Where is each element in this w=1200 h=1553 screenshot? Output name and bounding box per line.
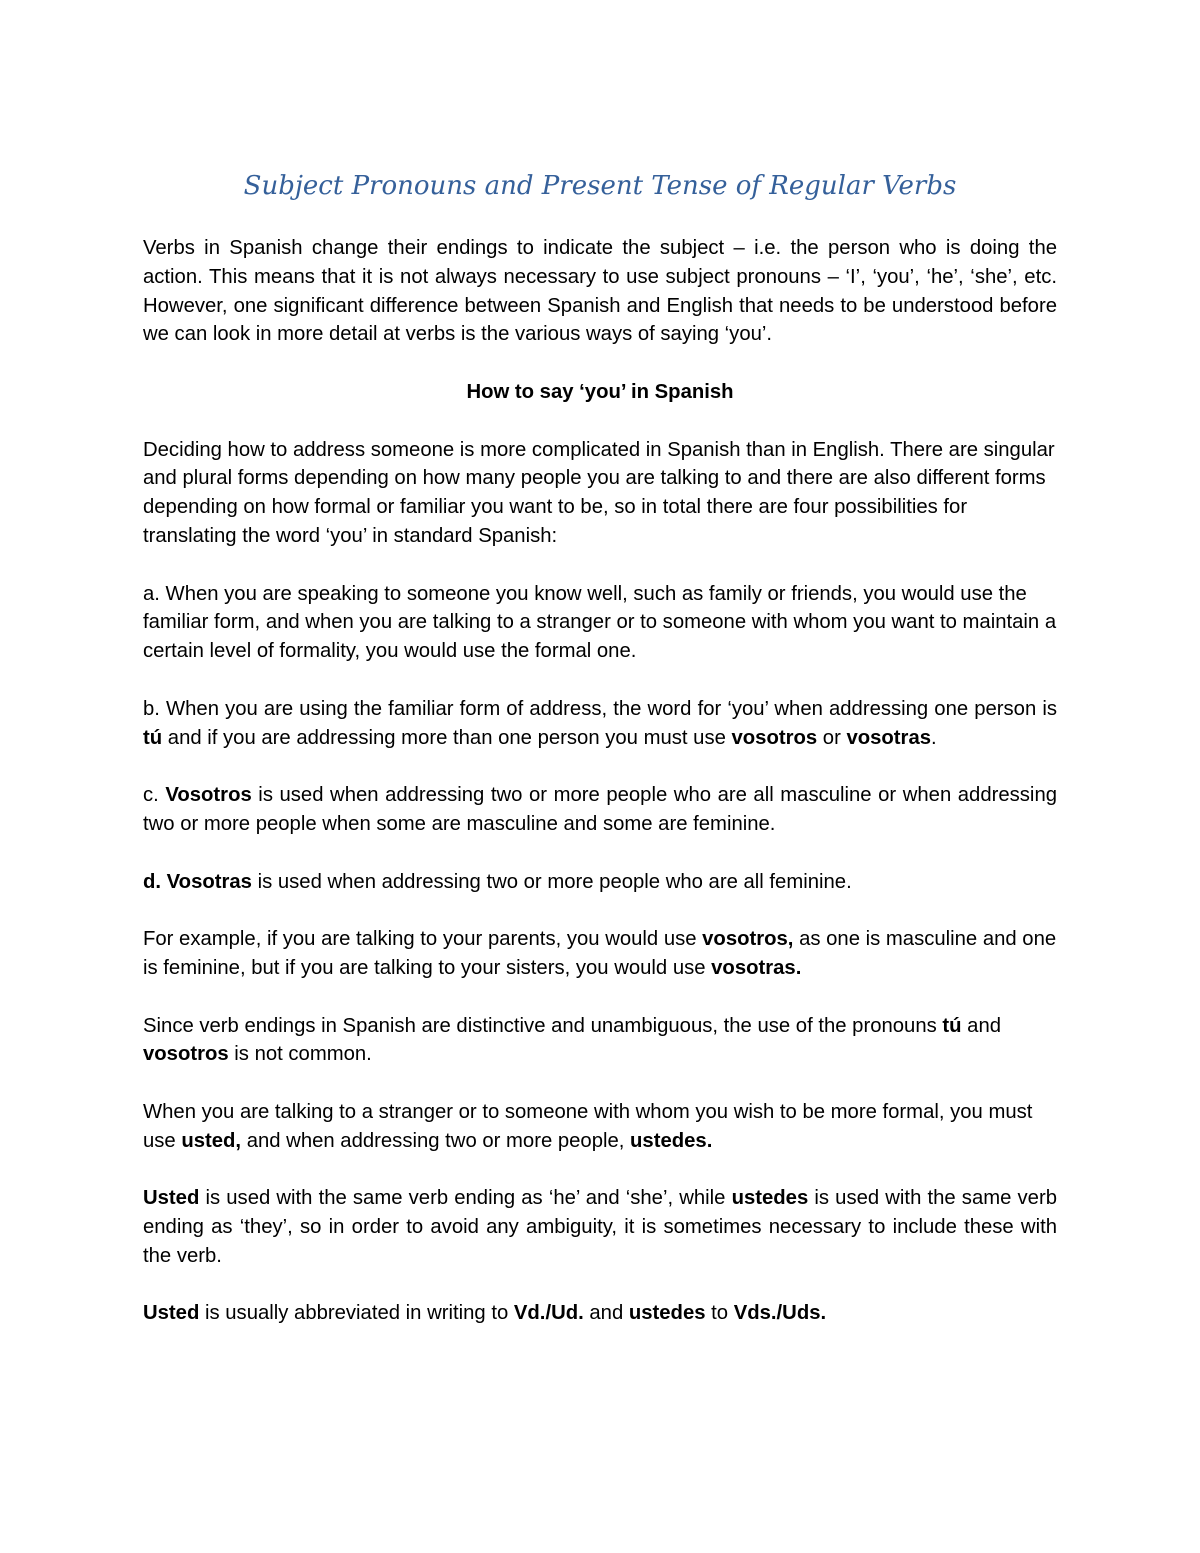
term-vosotros-c: Vosotros (165, 784, 252, 807)
abbrev-text-2: and (583, 1302, 629, 1325)
example-text-2: as one is masculine and one is feminine, but if you are talking to your sisters, you would use (143, 928, 1057, 979)
point-a-paragraph: a. When you are speaking to someone you know well, such as family or friends, you would use the familiar form, and when you are talking to a stranger or to someone with whom you want to maintain a certain level of formality, you would use the formal one. (143, 582, 1057, 663)
stranger-term-usted: usted, (181, 1129, 242, 1152)
since-text-1: Since verb endings in Spanish are distinctive and unambiguous, the use of the pronouns (143, 1014, 943, 1037)
abbrev-term-vd: Vd./Ud. (513, 1302, 584, 1325)
usted-same-text-1: is used with the same verb ending as ‘he’ and ‘she’, while (199, 1187, 732, 1210)
example-term-vosotras: vosotras. (711, 956, 802, 979)
term-vosotras: vosotras (846, 726, 932, 749)
deciding-paragraph: Deciding how to address someone is more complicated in Spanish than in English. There are singular and plural forms depending on how many people you are talking to and there are also different forms depending on how formal or familiar you want to be, so in total there are four possibilities for translating the word ‘you’ in standard Spanish: (143, 438, 1055, 547)
point-d-paragraph (143, 868, 1057, 897)
usted-same-term-usted: Usted (143, 1187, 200, 1210)
abbrev-term-vds: Vds./Uds. (733, 1302, 827, 1325)
term-vosotros: vosotros (731, 726, 818, 749)
abbrev-term-ustedes: ustedes (628, 1302, 706, 1325)
example-term-vosotros: vosotros, (702, 928, 794, 951)
intro-paragraph: Verbs in Spanish change their endings to indicate the subject – i.e. the person who is doing the action. This means that it is not always necessary to use subject pronouns – ‘I’, ‘you’, ‘he’, ‘she’, etc. However, one significant difference between Spanish and English that needs to be understood before we can look in more detail at verbs is the various ways of saying ‘you’. (143, 237, 1057, 346)
stranger-paragraph (143, 1098, 1057, 1156)
point-b-text-2: and if you are addressing more than one person you must use (162, 726, 732, 749)
usted-same-term-ustedes: ustedes (731, 1187, 809, 1210)
usted-same-paragraph (143, 1184, 1057, 1270)
abbrev-term-usted: Usted (143, 1302, 200, 1325)
document-body (143, 160, 1057, 1357)
point-c-text: is used when addressing two or more people who are all masculine or when addressing two or more people when some are masculine and some are feminine. (143, 784, 1057, 835)
abbreviation-paragraph (143, 1299, 1057, 1328)
stranger-text-1: When you are talking to a stranger or to someone with whom you wish to be more formal, you must use (143, 1100, 1033, 1152)
point-c-prefix: c. (143, 784, 166, 807)
point-b-end: . (931, 726, 937, 749)
since-text-3: is not common. (228, 1043, 372, 1066)
point-c-paragraph (143, 781, 1057, 839)
stranger-text-2: and when addressing two or more people, (241, 1129, 631, 1152)
since-term-vosotros: vosotros (143, 1043, 229, 1066)
example-paragraph (143, 925, 1057, 983)
abbrev-text-1: is usually abbreviated in writing to (199, 1302, 514, 1325)
point-b-text-3: or (817, 726, 847, 749)
point-d-text: is used when addressing two or more people who are all feminine. (251, 870, 852, 893)
abbrev-text-3: to (705, 1302, 734, 1325)
term-vosotras-d: d. Vosotras (143, 870, 252, 893)
example-text-1: For example, if you are talking to your parents, you would use (143, 928, 703, 951)
stranger-term-ustedes: ustedes. (630, 1129, 713, 1152)
since-text-2: and (961, 1014, 1002, 1037)
term-tu: tú (143, 726, 163, 749)
usted-same-text-2: is used with the same verb ending as ‘they’, so in order to avoid any ambiguity, it is sometimes necessary to include these with the verb. (143, 1187, 1057, 1267)
since-term-tu: tú (942, 1014, 962, 1037)
section-heading: How to say ‘you’ in Spanish (466, 380, 734, 403)
since-paragraph (143, 1012, 1057, 1070)
point-b-text-1: b. When you are using the familiar form of address, the word for ‘you’ when addressing one person is (143, 697, 1057, 720)
point-b-paragraph (143, 695, 1057, 753)
page-title: Subject Pronouns and Present Tense of Regular Verbs (243, 171, 957, 201)
